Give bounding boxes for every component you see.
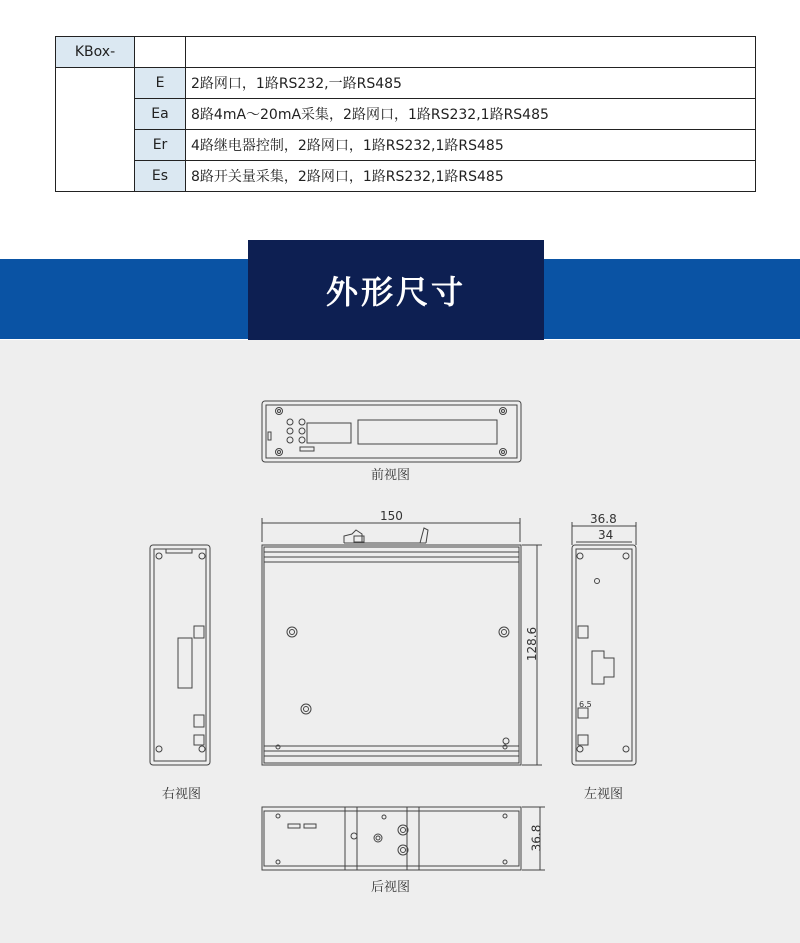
height-dimension-label: 128.6: [525, 626, 540, 662]
model-desc-cell: 2路网口，1路RS232,一路RS485: [186, 68, 756, 99]
back-view-drawing: [262, 807, 521, 870]
left-view-label: 左视图: [584, 787, 624, 802]
front-view-drawing: [262, 401, 521, 462]
back-view-label: 后视图: [371, 880, 411, 895]
table-row: [56, 37, 756, 68]
right-view-label: 右视图: [162, 787, 202, 802]
table-cell: [56, 68, 135, 192]
model-suffix-cell: Es: [135, 161, 186, 192]
main-view-drawing: [262, 528, 521, 765]
depth-dimension-label: 36.8: [590, 512, 617, 526]
model-prefix-cell: KBox-: [56, 37, 135, 68]
table-row: [56, 130, 756, 161]
small-dimension-label: 6.5: [579, 700, 592, 709]
dimension-drawings: [0, 340, 800, 943]
table-row: [56, 161, 756, 192]
table-cell: [135, 37, 186, 68]
back-depth-dimension-label: 36.8: [529, 824, 544, 852]
model-desc-cell: 8路开关量采集，2路网口，1路RS232,1路RS485: [186, 161, 756, 192]
width-dimension-label: 150: [380, 509, 403, 523]
model-table: [55, 36, 756, 192]
table-cell: [186, 37, 756, 68]
model-suffix-cell: E: [135, 68, 186, 99]
model-desc-cell: 8路4mA～20mA采集，2路网口，1路RS232,1路RS485: [186, 99, 756, 130]
model-suffix-cell: Er: [135, 130, 186, 161]
dimension-drawing-area: [0, 340, 800, 943]
section-title-box: [248, 240, 544, 340]
table-row: [56, 99, 756, 130]
table-row: [56, 68, 756, 99]
depth-inner-dimension-label: 34: [598, 528, 614, 542]
model-suffix-cell: Ea: [135, 99, 186, 130]
model-desc-cell: 4路继电器控制，2路网口，1路RS232,1路RS485: [186, 130, 756, 161]
right-view-drawing: [150, 545, 210, 765]
front-view-label: 前视图: [371, 468, 411, 483]
section-title: 外形尺寸: [325, 273, 466, 311]
left-view-drawing: [572, 545, 636, 765]
